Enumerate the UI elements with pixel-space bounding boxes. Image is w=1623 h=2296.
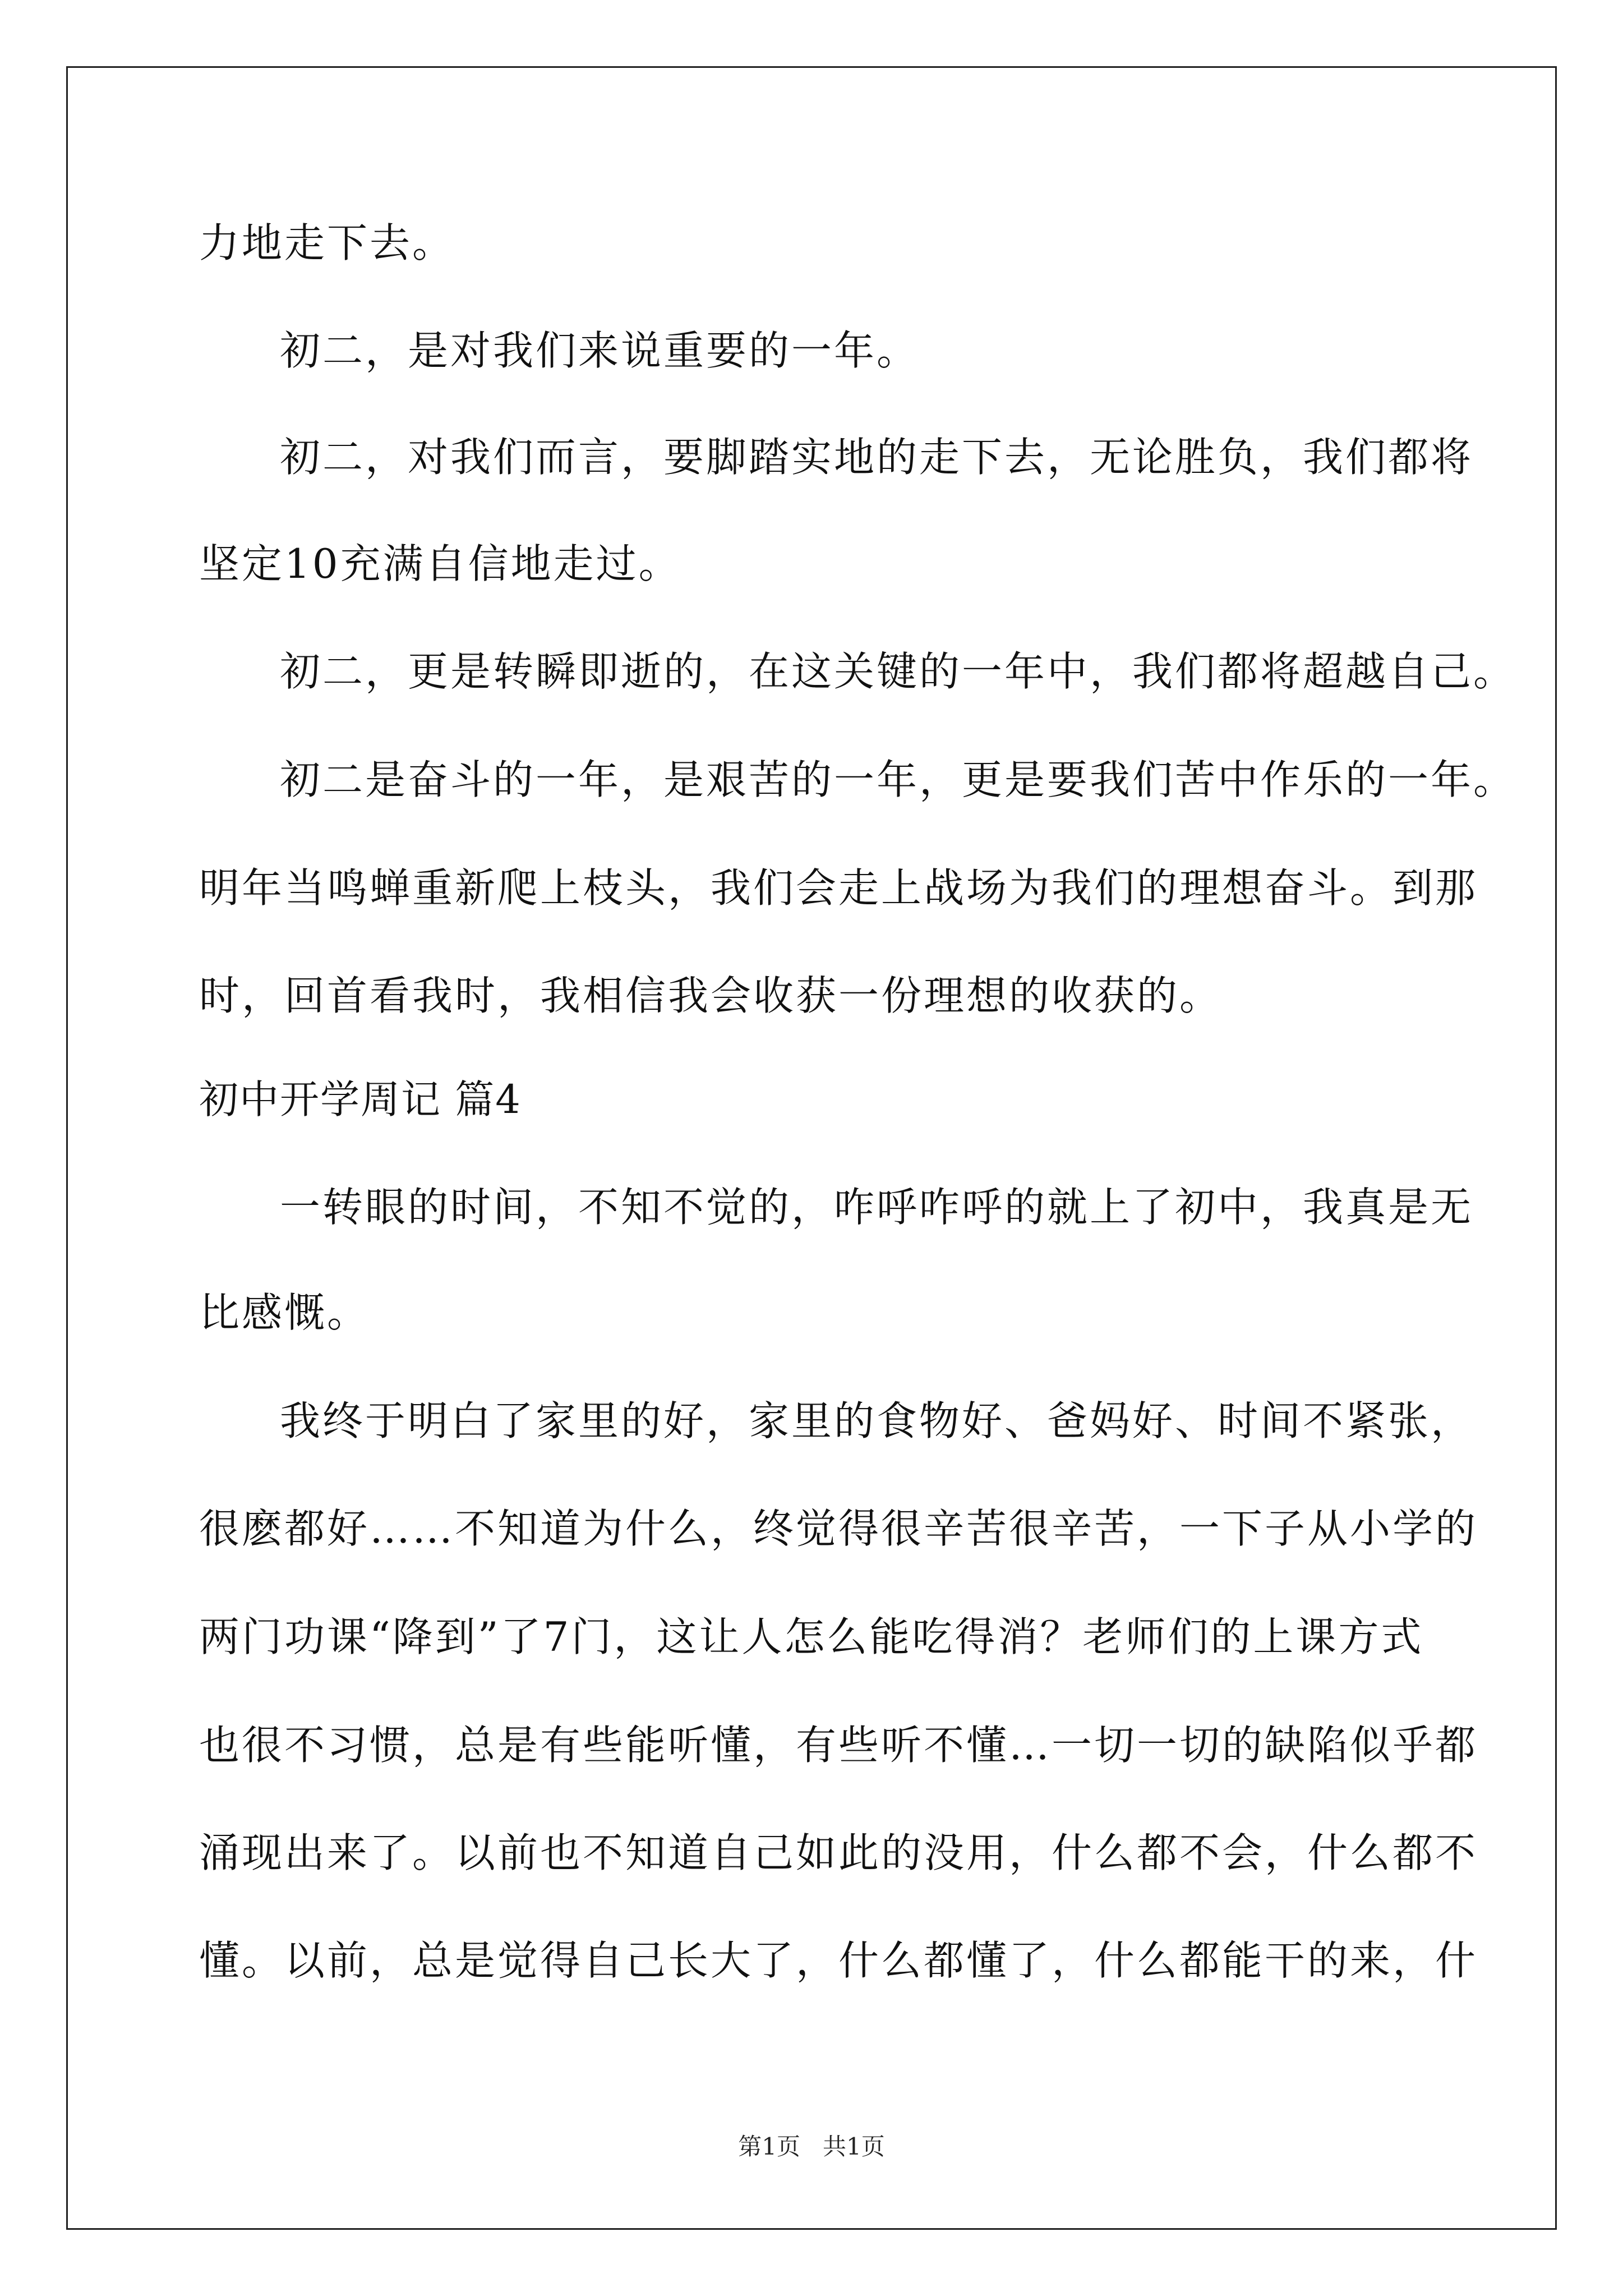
page-number-footer: 第1页 共1页 <box>738 2133 885 2160</box>
section-heading: 初中开学周记 篇4 <box>199 1076 522 1122</box>
text-line: 很麽都好……不知道为什么，终觉得很辛苦很辛苦，一下子从小学的 <box>199 1505 1478 1552</box>
text-line: 也很不习惯，总是有些能听懂，有些听不懂…一切一切的缺陷似乎都 <box>199 1722 1478 1769</box>
text-line: 力地走下去。 <box>199 219 455 266</box>
text-line: 比感慨。 <box>199 1289 370 1336</box>
text-line: 初二，对我们而言，要脚踏实地的走下去，无论胜负，我们都将 <box>280 434 1474 481</box>
text-line: 明年当鸣蝉重新爬上枝头，我们会走上战场为我们的理想奋斗。到那 <box>199 864 1478 912</box>
text-line: 两门功课“降到”了7门，这让人怎么能吃得消？老师们的上课方式 <box>199 1613 1424 1660</box>
text-line: 坚定10充满自信地走过。 <box>199 540 681 587</box>
text-line: 初二，更是转瞬即逝的，在这关键的一年中，我们都将超越自己。 <box>280 648 1516 695</box>
text-line: 时，回首看我时，我相信我会收获一份理想的收获的。 <box>199 972 1223 1019</box>
text-line: 懂。以前，总是觉得自己长大了，什么都懂了，什么都能干的来，什 <box>199 1937 1478 1984</box>
text-line: 一转眼的时间，不知不觉的，咋呼咋呼的就上了初中，我真是无 <box>280 1184 1474 1231</box>
text-line: 我终于明白了家里的好，家里的食物好、爸妈好、时间不紧张， <box>280 1397 1474 1444</box>
text-line: 初二是奋斗的一年，是艰苦的一年，更是要我们苦中作乐的一年。 <box>280 756 1516 803</box>
page-border <box>66 66 1557 2230</box>
text-line: 涌现出来了。以前也不知道自己如此的没用，什么都不会，什么都不 <box>199 1829 1478 1876</box>
text-line: 初二，是对我们来说重要的一年。 <box>280 327 920 374</box>
